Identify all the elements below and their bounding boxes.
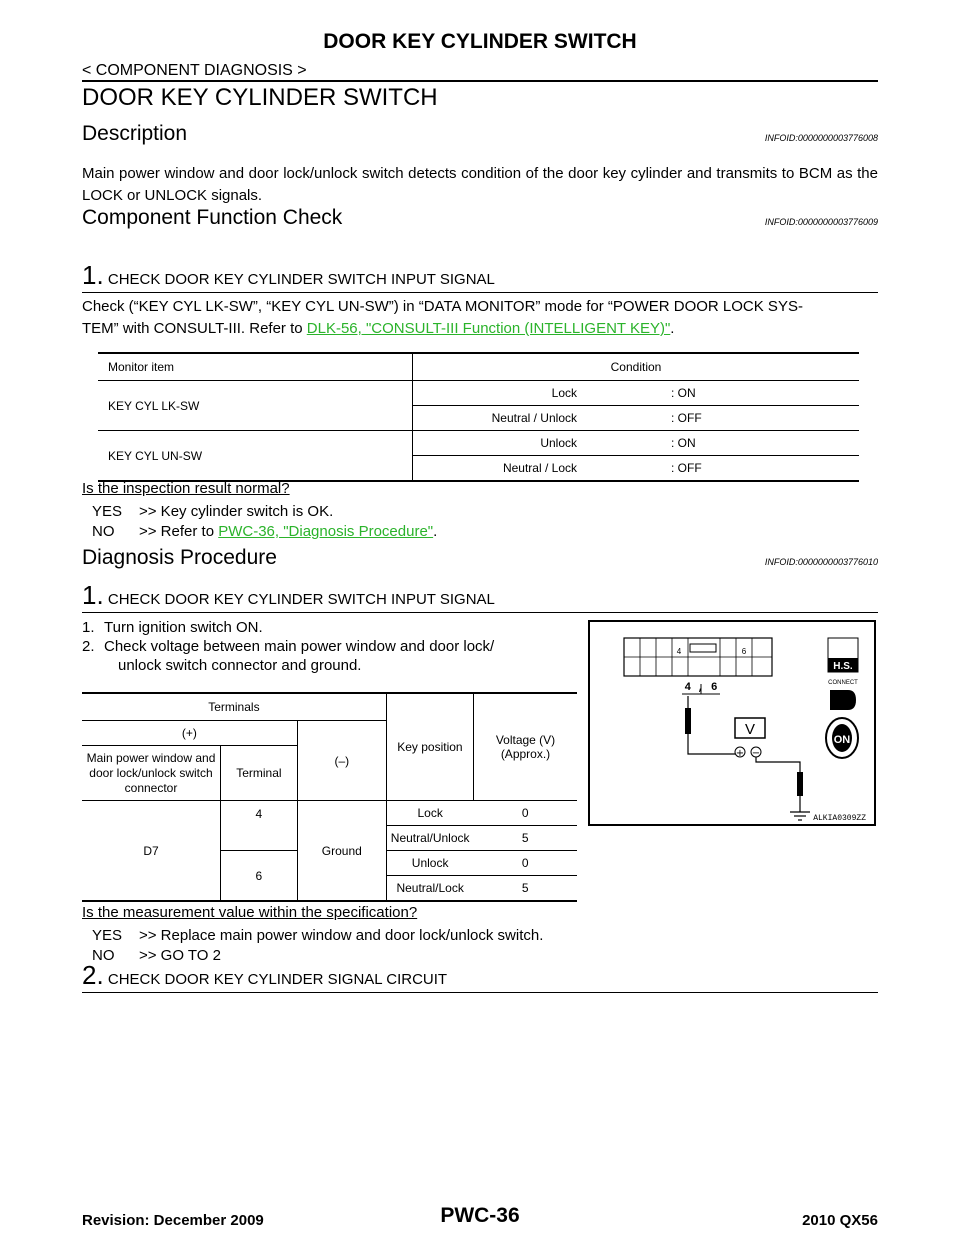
- ground-probe: [797, 772, 803, 796]
- page-title: DOOR KEY CYLINDER SWITCH: [82, 84, 438, 111]
- connector-value: D7: [143, 843, 159, 858]
- condition: Unlock: [413, 431, 582, 456]
- terminals-header: Terminals: [208, 700, 260, 714]
- voltmeter-label: V: [744, 721, 756, 738]
- step-rule: [82, 612, 878, 613]
- diagnosis-link[interactable]: PWC-36, "Diagnosis Procedure": [218, 523, 434, 540]
- monitor-item-1: KEY CYL LK-SW: [108, 398, 200, 413]
- probe-wire: [688, 734, 740, 754]
- connector-diagram: [590, 622, 874, 824]
- step-number: 1.: [82, 260, 104, 290]
- step-number: 2.: [82, 960, 104, 990]
- plus-header: (+): [181, 726, 197, 740]
- list-text-line: Check voltage between main power window and door lock/: [104, 638, 495, 655]
- step-title: CHECK DOOR KEY CYLINDER SWITCH INPUT SIGNAL: [107, 591, 495, 608]
- description-text: Main power window and door lock/unlock switch detects condition of the door key cylinder and transmits to BCM as the LOCK or UNLOCK signals.: [82, 165, 878, 204]
- list-text-line: unlock switch connector and ground.: [118, 657, 362, 674]
- ground-wire: [756, 757, 800, 772]
- description-infoid: INFOID:0000000003776008: [764, 133, 878, 143]
- list-item: [82, 618, 577, 637]
- pin-6-label: 6: [741, 647, 747, 656]
- terminal-value: 4: [221, 801, 298, 851]
- step-number: 1.: [82, 580, 104, 610]
- value: : ON: [671, 386, 696, 400]
- page-number: PWC-36: [440, 1204, 520, 1227]
- answer-yes: [92, 502, 437, 522]
- ground-value: Ground: [297, 801, 386, 902]
- key-position: Lock: [386, 801, 473, 826]
- minus-header: (–): [297, 721, 386, 801]
- list-num: 1.: [82, 619, 95, 636]
- voltage-value: 5: [521, 881, 529, 895]
- voltage-value: 0: [521, 856, 529, 870]
- instruction-line-2: [82, 318, 878, 340]
- running-header-title: DOOR KEY CYLINDER SWITCH: [323, 30, 637, 53]
- step-1-heading: [82, 260, 495, 291]
- condition: Lock: [413, 381, 582, 406]
- measurement-question: Is the measurement value within the specification?: [82, 904, 418, 921]
- check-instruction: [82, 296, 878, 340]
- monitor-table: [98, 352, 859, 482]
- description-heading: Description: [82, 122, 188, 145]
- step-title: CHECK DOOR KEY CYLINDER SIGNAL CIRCUIT: [107, 971, 448, 988]
- voltage-label: Voltage (V): [495, 733, 556, 747]
- list-text: Turn ignition switch ON.: [104, 619, 263, 636]
- condition: Neutral / Lock: [413, 456, 582, 482]
- header-rule: [82, 80, 878, 82]
- svg-text:+: +: [735, 748, 745, 759]
- voltage-header: [474, 693, 578, 801]
- no-tag: NO: [92, 947, 115, 964]
- no-end: .: [433, 523, 438, 540]
- no-tag: NO: [92, 523, 115, 540]
- component-check-infoid: INFOID:0000000003776009: [764, 217, 878, 227]
- probe-body: [685, 708, 691, 734]
- connect-label: CONNECT: [828, 680, 858, 686]
- value: : ON: [671, 436, 696, 450]
- answer-block: [92, 502, 437, 542]
- terminal-value: 6: [221, 851, 298, 902]
- instruction-line-1: Check (“KEY CYL LK-SW”, “KEY CYL UN-SW”) in “DATA MONITOR” mode for “POWER DOOR LOCK SYS-: [82, 298, 803, 315]
- approx-label: (Approx.): [500, 747, 551, 761]
- list-text: [104, 637, 577, 675]
- diag-step-1-heading: [82, 580, 495, 611]
- yes-text: >> Key cylinder switch is OK.: [139, 503, 334, 520]
- yes-text: >> Replace main power window and door lock/unlock switch.: [139, 927, 544, 944]
- key-position-header: Key position: [386, 693, 473, 801]
- key-position: Neutral/Unlock: [386, 826, 473, 851]
- breadcrumb: < COMPONENT DIAGNOSIS >: [82, 62, 307, 79]
- key-position: Neutral/Lock: [386, 876, 473, 902]
- voltage-check-figure: [588, 620, 876, 826]
- instruction-end: .: [670, 320, 675, 337]
- diagnosis-heading: Diagnosis Procedure: [82, 546, 277, 569]
- consult-link[interactable]: DLK-56, "CONSULT-III Function (INTELLIGENT KEY)": [306, 320, 671, 337]
- diag-step-2-heading: [82, 960, 447, 991]
- figure-code: ALKIA0309ZZ: [813, 814, 866, 823]
- step-rule: [82, 992, 878, 993]
- list-item: [82, 637, 577, 675]
- col-condition: Condition: [413, 353, 860, 381]
- col-monitor-item: Monitor item: [108, 360, 175, 374]
- on-label: ON: [833, 734, 851, 746]
- probe-label: 4 , 6: [684, 682, 718, 694]
- model-year: 2010 QX56: [802, 1212, 878, 1229]
- answer-no: [92, 522, 437, 542]
- terminal-header: Terminal: [221, 746, 298, 801]
- connector-header: Main power window and door lock/unlock switch connector: [86, 750, 216, 795]
- list-num: 2.: [82, 638, 95, 655]
- monitor-item-2: KEY CYL UN-SW: [108, 448, 203, 463]
- revision-date: Revision: December 2009: [82, 1212, 264, 1229]
- yes-tag: YES: [92, 503, 123, 520]
- value: : OFF: [671, 461, 702, 475]
- value: : OFF: [671, 411, 702, 425]
- voltage-value: 5: [521, 831, 529, 845]
- diagnosis-infoid: INFOID:0000000003776010: [764, 557, 878, 567]
- procedure-list: [82, 618, 577, 675]
- step-rule: [82, 292, 878, 293]
- voltage-table: [82, 692, 577, 902]
- step-title: CHECK DOOR KEY CYLINDER SWITCH INPUT SIGNAL: [107, 271, 495, 288]
- inspection-question: Is the inspection result normal?: [82, 480, 290, 497]
- component-check-heading: Component Function Check: [82, 206, 343, 229]
- key-position: Unlock: [386, 851, 473, 876]
- svg-text:−: −: [751, 748, 761, 759]
- pin-4-label: 4: [676, 647, 682, 656]
- no-text: >> GO TO 2: [139, 947, 221, 964]
- voltage-value: 0: [521, 806, 529, 820]
- condition: Neutral / Unlock: [413, 406, 582, 431]
- connect-icon: [830, 690, 856, 710]
- connector-latch: [690, 644, 716, 652]
- instruction-text: TEM” with CONSULT-III. Refer to: [82, 320, 307, 337]
- yes-tag: YES: [92, 927, 123, 944]
- answer-yes: [92, 926, 543, 946]
- no-text: >> Refer to: [139, 523, 219, 540]
- hs-label: H.S.: [833, 661, 853, 672]
